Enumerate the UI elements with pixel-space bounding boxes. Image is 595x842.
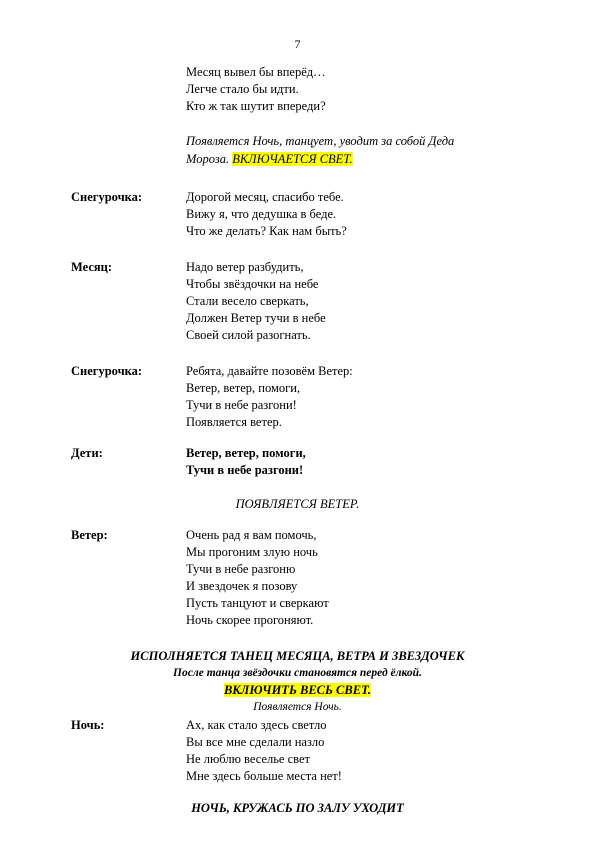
verse-line: Своей силой разогнать. [186,328,311,342]
verse-line: Легче стало бы идти. [186,82,299,96]
verse-line: Надо ветер разбудить, [186,260,304,274]
verse-line: Кто ж так шутит впереди? [186,99,326,113]
speaker-veter: Ветер: [71,528,108,542]
highlight-lights-on: ВКЛЮЧАЕТСЯ СВЕТ. [232,152,353,166]
highlight-all-lights-on: ВКЛЮЧИТЬ ВЕСЬ СВЕТ. [223,683,372,697]
speaker-noch: Ночь: [71,718,105,732]
verse-line: Не люблю веселье свет [186,752,310,766]
stage-direction [186,151,353,167]
stage-heading: НОЧЬ, КРУЖАСЬ ПО ЗАЛУ УХОДИТ [191,801,404,815]
verse-line: Тучи в небе разгони! [186,463,304,477]
verse-line: Тучи в небе разгони! [186,398,297,412]
verse-line: Очень рад я вам помочь, [186,528,317,542]
verse-line: Вы все мне сделали назло [186,735,325,749]
verse-line: Ночь скорее прогоняют. [186,613,314,627]
verse-line: Чтобы звёздочки на небе [186,277,319,291]
speaker-mesyats: Месяц: [71,260,113,274]
verse-line: Ветер, ветер, помоги, [186,381,301,395]
speaker-snegurochka: Снегурочка: [71,190,143,204]
page-number: 7 [294,37,301,51]
stage-direction: После танца звёздочки становятся перед ёлкой. [173,667,422,679]
verse-line: Пусть танцуют и сверкают [186,596,329,610]
stage-direction-text: Мороза. [186,152,233,166]
stage-direction: Появляется Ночь, танцует, уводит за собой Деда [186,134,455,148]
verse-line: Появляется ветер. [186,415,282,429]
stage-heading: ИСПОЛНЯЕТСЯ ТАНЕЦ МЕСЯЦА, ВЕТРА И ЗВЕЗДОЧЕК [130,649,465,663]
verse-line: Ах, как стало здесь светло [186,718,327,732]
speaker-deti: Дети: [71,446,103,460]
stage-direction: ПОЯВЛЯЕТСЯ ВЕТЕР. [235,497,360,511]
verse-line: Вижу я, что дедушка в беде. [186,207,337,221]
verse-line: Стали весело сверкать, [186,294,309,308]
verse-line: Должен Ветер тучи в небе [186,311,326,325]
verse-line: Что же делать? Как нам быть? [186,224,347,238]
verse-line: И звездочек я позову [186,579,298,593]
speaker-snegurochka: Снегурочка: [71,364,143,378]
verse-line: Месяц вывел бы вперёд… [186,65,326,79]
verse-line: Мне здесь больше места нет! [186,769,342,783]
verse-line: Ветер, ветер, помоги, [186,446,306,460]
verse-line: Дорогой месяц, спасибо тебе. [186,190,344,204]
verse-line: Мы прогоним злую ночь [186,545,318,559]
verse-line: Ребята, давайте позовём Ветер: [186,364,353,378]
stage-direction: Появляется Ночь. [253,701,342,713]
verse-line: Тучи в небе разгоню [186,562,296,576]
stage-direction [0,682,595,698]
